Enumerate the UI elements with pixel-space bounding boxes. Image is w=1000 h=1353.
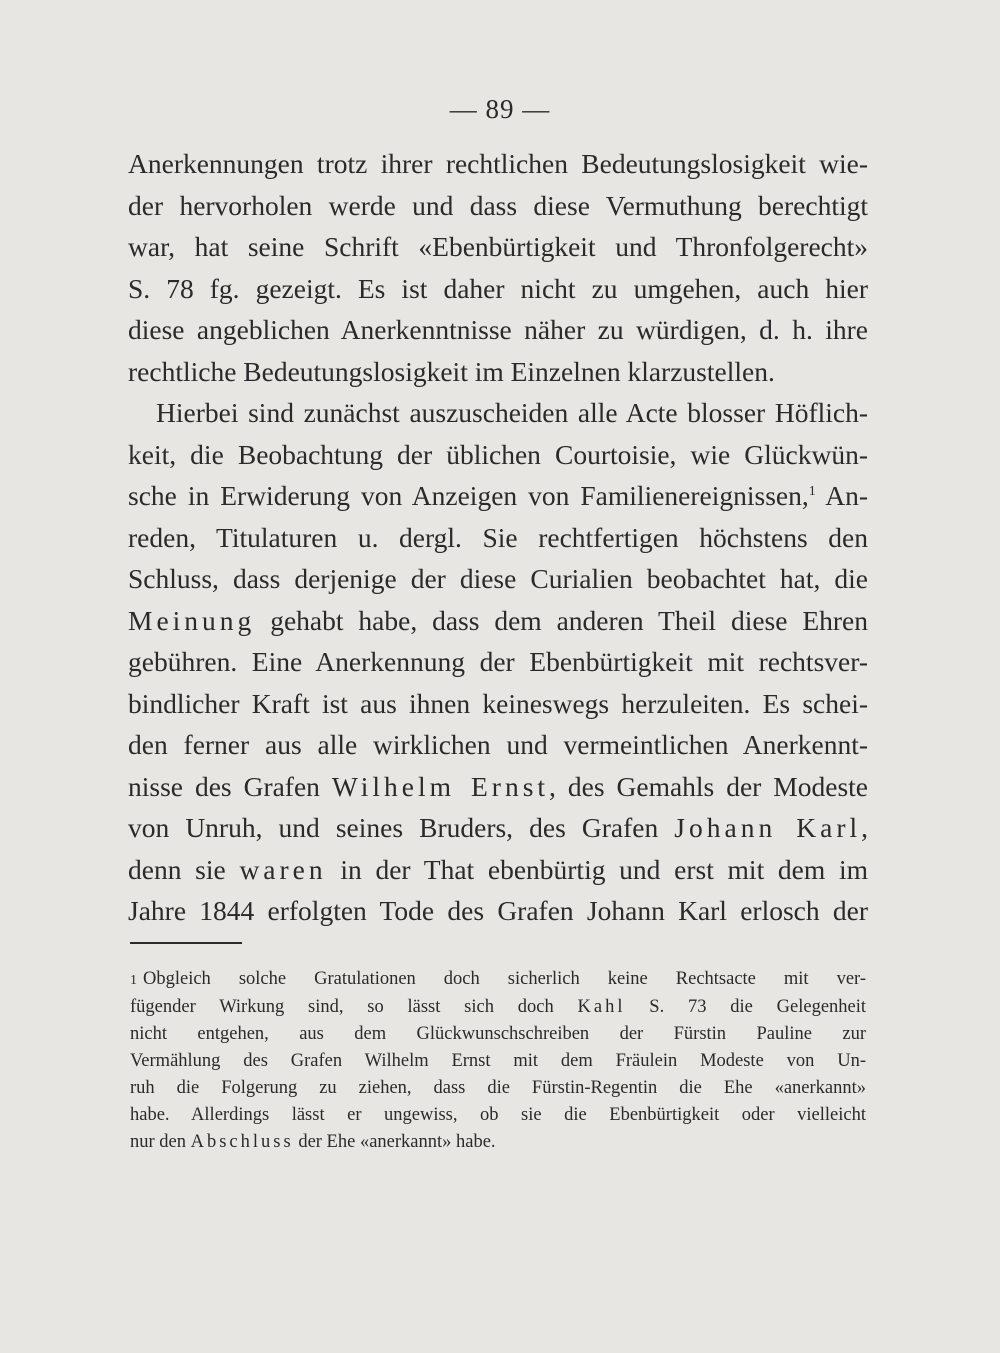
- footnote-line: habe. Allerdings lässt er ungewiss, ob sie die Ebenbürtigkeit oder vielleicht: [130, 1105, 866, 1125]
- text-line: [128, 849, 868, 891]
- text-segment: in der That ebenbürtig und erst mit dem im: [340, 853, 869, 885]
- footnote: [130, 966, 866, 1156]
- footnote-line: ruh die Folgerung zu ziehen, dass die Fürstin-Regentin die Ehe «anerkannt»: [130, 1078, 866, 1098]
- footnote-line: [130, 1129, 866, 1156]
- text-line: [128, 475, 868, 517]
- text-line: der hervorholen werde und dass diese Vermuthung berechtigt: [128, 189, 868, 221]
- text-segment: ,: [861, 812, 868, 843]
- text-line: [128, 807, 868, 849]
- text-segment: fügender Wirkung sind, so lässt sich doch: [130, 997, 554, 1017]
- text-line: Schluss, dass derjenige der diese Curialien beobachtet hat, die: [128, 563, 868, 594]
- text-line: Anerkennungen trotz ihrer rechtlichen Bedeutungslosigkeit wie-: [128, 148, 868, 179]
- text-line: [128, 766, 868, 808]
- page-number: — 89 —: [449, 94, 551, 124]
- text-segment: nisse des Grafen: [128, 770, 320, 802]
- footnote-line: nicht entgehen, aus dem Glückwunschschreiben der Fürstin Pauline zur: [130, 1024, 866, 1044]
- text-line: Hierbei sind zunächst auszuscheiden alle Acte blosser Höflich-: [156, 397, 868, 428]
- text-segment: von Unruh, und seines Bruders, des Grafen: [128, 812, 659, 843]
- text-segment: gehabt habe, dass dem anderen Theil diese Ehren: [270, 604, 869, 636]
- emphasized-text: Wilhelm Ernst: [331, 770, 550, 802]
- main-text: [128, 143, 868, 932]
- text-line: Jahre 1844 erfolgten Tode des Grafen Johann Karl erlosch der: [128, 895, 868, 926]
- text-line: den ferner aus alle wirklichen und vermeintlichen Anerkennt-: [128, 729, 868, 760]
- text-segment: denn sie: [128, 853, 226, 885]
- emphasized-text: Abschluss: [190, 1132, 294, 1152]
- footnote-line: Vermählung des Grafen Wilhelm Ernst mit dem Fräulein Modeste von Un-: [130, 1051, 866, 1071]
- text-segment: sche in Erwiderung von Anzeigen von Familienereignissen,: [128, 480, 809, 511]
- text-segment: An-: [825, 480, 869, 511]
- footnote-line: [130, 966, 866, 994]
- text-line: keit, die Beobachtung der üblichen Courtoisie, wie Glückwün-: [128, 438, 868, 470]
- footnote-number: 1: [130, 973, 137, 988]
- text-line: S. 78 fg. gezeigt. Es ist daher nicht zu umgehen, auch hier: [128, 272, 868, 304]
- text-line: reden, Titulaturen u. dergl. Sie rechtfertigen höchstens den: [128, 521, 868, 553]
- text-segment: S. 73 die Gelegenheit: [649, 997, 867, 1017]
- text-line: bindlicher Kraft ist aus ihnen keineswegs herzuleiten. Es schei-: [128, 687, 868, 719]
- emphasized-text: Kahl: [577, 997, 626, 1017]
- text-line: diese angeblichen Anerkenntnisse näher zu würdigen, d. h. ihre: [128, 314, 868, 345]
- text-line: [128, 600, 868, 642]
- footnote-marker[interactable]: 1: [808, 484, 816, 499]
- emphasized-text: Johann Karl: [674, 812, 862, 843]
- text-line: gebühren. Eine Anerkennung der Ebenbürtigkeit mit rechtsver-: [128, 646, 868, 677]
- emphasized-text: Meinung: [128, 604, 256, 636]
- text-segment: der Ehe «anerkannt» habe.: [298, 1132, 496, 1152]
- emphasized-text: waren: [239, 853, 327, 885]
- text-segment: nur den: [130, 1132, 186, 1152]
- text-line: war, hat seine Schrift «Ebenbürtigkeit und Thronfolgerecht»: [128, 231, 868, 262]
- text-segment: Obgleich solche Gratulationen doch sicherlich keine Rechtsacte mit ver-: [143, 969, 866, 989]
- footnote-line: [130, 994, 866, 1021]
- text-line: rechtliche Bedeutungslosigkeit im Einzelnen klarzustellen.: [128, 355, 775, 387]
- footnote-separator: [130, 942, 242, 944]
- text-segment: , des Gemahls der Modeste: [549, 770, 869, 802]
